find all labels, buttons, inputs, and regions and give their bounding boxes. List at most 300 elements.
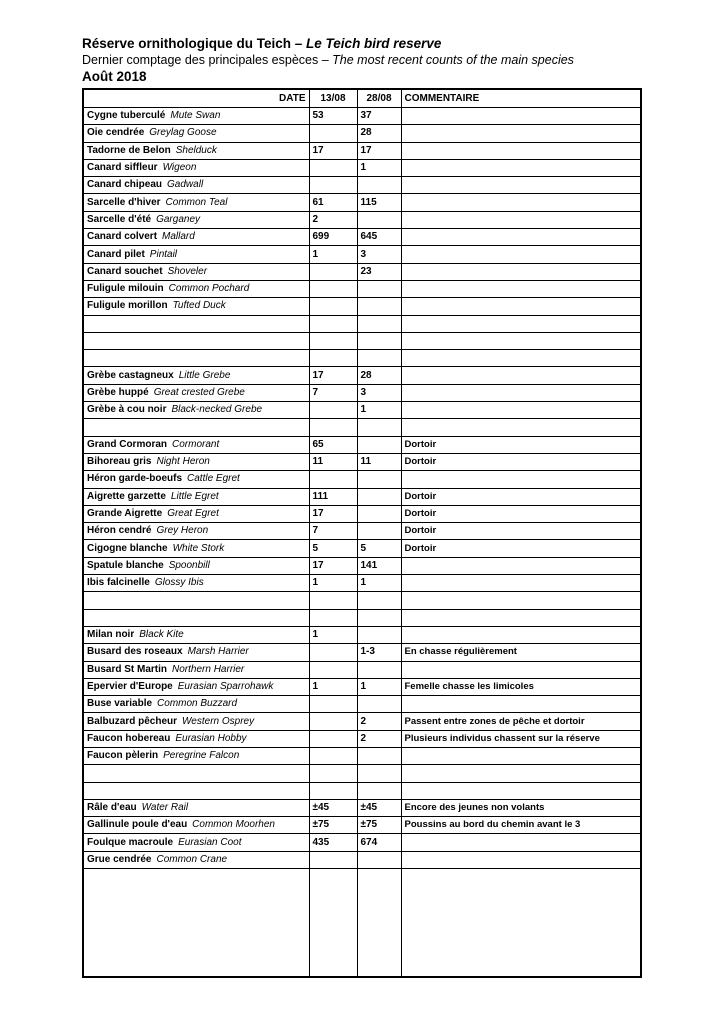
species-english-name: Garganey: [156, 213, 201, 225]
table-row: [83, 402, 641, 419]
count-date-1: 1: [309, 678, 357, 695]
count-date-2: 115: [357, 194, 401, 211]
count-date-1: [309, 782, 357, 799]
species-english-name: Eurasian Coot: [178, 836, 242, 848]
species-french-name: Buse variable: [87, 698, 153, 710]
count-date-2: 23: [357, 263, 401, 280]
header-date: DATE: [83, 89, 309, 108]
species-english-name: Common Teal: [165, 196, 228, 208]
species-english-name: Glossy Ibis: [154, 577, 204, 589]
count-date-1: [309, 350, 357, 367]
count-date-1: [309, 713, 357, 730]
species-cell: [83, 384, 309, 401]
count-date-2: [357, 211, 401, 228]
count-date-2: [357, 523, 401, 540]
comment-cell: [401, 402, 641, 419]
species-cell: [83, 488, 309, 505]
species-cell: [83, 280, 309, 297]
table-row: [83, 332, 641, 349]
table-row: [83, 471, 641, 488]
table-row: [83, 540, 641, 557]
species-english-name: Spoonbill: [168, 559, 210, 571]
comment-cell: [401, 609, 641, 626]
species-french-name: Grèbe à cou noir: [87, 404, 167, 416]
table-row: [83, 626, 641, 643]
count-date-2: ±45: [357, 799, 401, 816]
species-cell: [83, 419, 309, 436]
species-english-name: Common Pochard: [168, 283, 250, 295]
species-english-name: Northern Harrier: [172, 663, 245, 675]
count-date-1: 1: [309, 246, 357, 263]
table-row: [83, 488, 641, 505]
table-row: [83, 263, 641, 280]
species-english-name: Greylag Goose: [149, 127, 217, 139]
table-row: [83, 436, 641, 453]
count-date-1: [309, 851, 357, 868]
species-french-name: Grande Aigrette: [87, 507, 163, 519]
comment-cell: [401, 332, 641, 349]
count-date-2: 1: [357, 159, 401, 176]
count-date-1: 7: [309, 523, 357, 540]
count-date-1: [309, 298, 357, 315]
comment-cell: [401, 246, 641, 263]
count-date-1: [309, 419, 357, 436]
comment-cell: [401, 851, 641, 868]
table-row: [83, 782, 641, 799]
count-date-2: [357, 765, 401, 782]
blank-cell: [401, 869, 641, 978]
species-english-name: Peregrine Falcon: [163, 750, 240, 762]
species-english-name: Common Crane: [156, 853, 228, 865]
comment-cell: [401, 159, 641, 176]
blank-filler-row: [83, 869, 641, 978]
comment-cell: Dortoir: [401, 523, 641, 540]
species-cell: [83, 246, 309, 263]
species-cell: [83, 453, 309, 470]
count-date-1: ±75: [309, 817, 357, 834]
species-french-name: Canard chipeau: [87, 179, 163, 191]
count-date-2: 37: [357, 108, 401, 125]
species-french-name: Râle d'eau: [87, 802, 137, 814]
count-date-2: [357, 696, 401, 713]
species-french-name: Tadorne de Belon: [87, 144, 171, 156]
table-row: [83, 557, 641, 574]
count-date-2: [357, 315, 401, 332]
comment-cell: En chasse régulièrement: [401, 644, 641, 661]
species-english-name: Black-necked Grebe: [171, 404, 263, 416]
count-date-2: [357, 609, 401, 626]
count-date-2: 2: [357, 713, 401, 730]
blank-cell: [309, 869, 357, 978]
table-row: [83, 159, 641, 176]
count-date-1: [309, 159, 357, 176]
comment-cell: [401, 592, 641, 609]
header-comment: COMMENTAIRE: [401, 89, 641, 108]
count-date-1: 7: [309, 384, 357, 401]
count-date-1: [309, 315, 357, 332]
count-date-2: ±75: [357, 817, 401, 834]
count-date-1: 2: [309, 211, 357, 228]
species-cell: [83, 765, 309, 782]
count-date-2: [357, 419, 401, 436]
count-date-2: [357, 626, 401, 643]
species-french-name: Héron garde-boeufs: [87, 473, 183, 485]
count-date-1: 5: [309, 540, 357, 557]
count-date-1: [309, 696, 357, 713]
species-english-name: Great crested Grebe: [153, 386, 245, 398]
count-date-2: [357, 177, 401, 194]
table-row: [83, 211, 641, 228]
table-row: [83, 246, 641, 263]
species-english-name: Wigeon: [162, 162, 197, 174]
species-french-name: Faucon pèlerin: [87, 750, 159, 762]
species-cell: [83, 661, 309, 678]
table-row: [83, 747, 641, 764]
comment-cell: [401, 471, 641, 488]
count-date-1: 11: [309, 453, 357, 470]
count-date-1: [309, 402, 357, 419]
table-row: [83, 108, 641, 125]
species-cell: [83, 575, 309, 592]
comment-cell: [401, 661, 641, 678]
species-cell: [83, 678, 309, 695]
comment-cell: [401, 367, 641, 384]
species-english-name: Shoveler: [167, 265, 208, 277]
species-cell: [83, 747, 309, 764]
count-date-2: 141: [357, 557, 401, 574]
species-french-name: Busard des roseaux: [87, 646, 183, 658]
table-row: [83, 834, 641, 851]
comment-cell: [401, 834, 641, 851]
species-cell: [83, 505, 309, 522]
comment-cell: Dortoir: [401, 505, 641, 522]
comment-cell: [401, 263, 641, 280]
count-date-1: [309, 592, 357, 609]
count-date-1: 1: [309, 626, 357, 643]
species-english-name: Night Heron: [156, 456, 210, 468]
table-row: [83, 765, 641, 782]
species-english-name: Western Osprey: [182, 715, 255, 727]
count-date-1: ±45: [309, 799, 357, 816]
count-date-2: [357, 280, 401, 297]
table-row: [83, 799, 641, 816]
table-row: [83, 575, 641, 592]
species-cell: [83, 108, 309, 125]
comment-cell: Femelle chasse les limicoles: [401, 678, 641, 695]
count-date-2: 28: [357, 367, 401, 384]
count-date-2: 17: [357, 142, 401, 159]
table-body: [83, 108, 641, 978]
count-date-1: 435: [309, 834, 357, 851]
comment-cell: [401, 384, 641, 401]
comment-cell: [401, 142, 641, 159]
table-row: [83, 298, 641, 315]
comment-cell: [401, 696, 641, 713]
species-cell: [83, 834, 309, 851]
comment-cell: Dortoir: [401, 488, 641, 505]
species-french-name: Sarcelle d'été: [87, 213, 152, 225]
title-french: Réserve ornithologique du Teich –: [82, 36, 307, 51]
table-row: [83, 644, 641, 661]
species-french-name: Aigrette garzette: [87, 490, 166, 502]
count-date-1: [309, 747, 357, 764]
count-date-2: 645: [357, 229, 401, 246]
count-date-2: 1: [357, 402, 401, 419]
species-english-name: Eurasian Hobby: [175, 732, 247, 744]
species-french-name: Grèbe huppé: [87, 386, 149, 398]
count-date-1: 17: [309, 505, 357, 522]
table-row: [83, 523, 641, 540]
species-cell: [83, 471, 309, 488]
table-row: [83, 384, 641, 401]
species-count-table: [82, 88, 642, 978]
species-cell: [83, 125, 309, 142]
species-cell: [83, 194, 309, 211]
count-date-2: [357, 488, 401, 505]
comment-cell: Dortoir: [401, 540, 641, 557]
species-cell: [83, 817, 309, 834]
comment-cell: Dortoir: [401, 453, 641, 470]
count-date-1: [309, 471, 357, 488]
comment-cell: [401, 557, 641, 574]
table-row: [83, 419, 641, 436]
comment-cell: [401, 298, 641, 315]
comment-cell: [401, 315, 641, 332]
species-english-name: Pintail: [149, 248, 178, 260]
count-date-2: 11: [357, 453, 401, 470]
count-date-2: [357, 505, 401, 522]
table-row: [83, 713, 641, 730]
species-english-name: Tufted Duck: [172, 300, 226, 312]
species-cell: [83, 402, 309, 419]
comment-cell: [401, 350, 641, 367]
count-date-1: [309, 730, 357, 747]
count-date-2: 1-3: [357, 644, 401, 661]
species-cell: [83, 142, 309, 159]
table-row: [83, 177, 641, 194]
report-month: Août 2018: [82, 69, 147, 84]
count-date-2: 1: [357, 575, 401, 592]
comment-cell: [401, 765, 641, 782]
comment-cell: [401, 108, 641, 125]
table-row: [83, 229, 641, 246]
count-date-1: [309, 765, 357, 782]
species-cell: [83, 782, 309, 799]
species-english-name: Grey Heron: [156, 525, 209, 537]
table-row: [83, 592, 641, 609]
species-cell: [83, 609, 309, 626]
table-row: [83, 453, 641, 470]
species-cell: [83, 211, 309, 228]
species-french-name: Epervier d'Europe: [87, 680, 173, 692]
count-date-1: [309, 263, 357, 280]
species-french-name: Grèbe castagneux: [87, 369, 174, 381]
table-header-row: [83, 89, 641, 108]
document-subtitle: [82, 53, 682, 67]
count-date-1: [309, 644, 357, 661]
table-row: [83, 696, 641, 713]
comment-cell: [401, 575, 641, 592]
species-french-name: Busard St Martin: [87, 663, 168, 675]
species-cell: [83, 799, 309, 816]
species-cell: [83, 315, 309, 332]
count-date-2: 28: [357, 125, 401, 142]
table-row: [83, 280, 641, 297]
species-cell: [83, 436, 309, 453]
comment-cell: [401, 125, 641, 142]
species-cell: [83, 557, 309, 574]
count-date-1: 111: [309, 488, 357, 505]
count-date-1: [309, 125, 357, 142]
species-french-name: Ibis falcinelle: [87, 577, 150, 589]
comment-cell: Plusieurs individus chassent sur la réserve: [401, 730, 641, 747]
count-date-2: 3: [357, 246, 401, 263]
comment-cell: [401, 280, 641, 297]
table-row: [83, 367, 641, 384]
count-date-1: 17: [309, 557, 357, 574]
species-english-name: Black Kite: [139, 629, 184, 641]
header-date-2: 28/08: [357, 89, 401, 108]
species-cell: [83, 177, 309, 194]
comment-cell: [401, 194, 641, 211]
table-row: [83, 142, 641, 159]
count-date-2: [357, 471, 401, 488]
species-english-name: Gadwall: [167, 179, 204, 191]
species-cell: [83, 540, 309, 557]
table-row: [83, 315, 641, 332]
species-cell: [83, 350, 309, 367]
species-cell: [83, 159, 309, 176]
species-french-name: Foulque macroule: [87, 836, 174, 848]
count-date-2: [357, 747, 401, 764]
species-french-name: Fuligule milouin: [87, 283, 164, 295]
count-date-1: 17: [309, 142, 357, 159]
species-english-name: Cormorant: [172, 438, 220, 450]
table-row: [83, 817, 641, 834]
title-english: Le Teich bird reserve: [306, 36, 442, 51]
count-date-2: 674: [357, 834, 401, 851]
species-english-name: Little Grebe: [178, 369, 231, 381]
count-date-1: 53: [309, 108, 357, 125]
species-english-name: Mallard: [162, 231, 195, 243]
species-english-name: Great Egret: [167, 507, 219, 519]
species-cell: [83, 730, 309, 747]
species-english-name: White Stork: [172, 542, 225, 554]
count-date-2: 2: [357, 730, 401, 747]
species-english-name: Cattle Egret: [187, 473, 240, 485]
count-date-1: 61: [309, 194, 357, 211]
count-date-2: [357, 592, 401, 609]
count-date-2: [357, 851, 401, 868]
subtitle-english: The most recent counts of the main species: [332, 53, 574, 67]
species-french-name: Canard colvert: [87, 231, 158, 243]
species-english-name: Mute Swan: [170, 110, 221, 122]
count-date-2: [357, 436, 401, 453]
species-french-name: Milan noir: [87, 629, 135, 641]
species-french-name: Canard pilet: [87, 248, 145, 260]
species-cell: [83, 263, 309, 280]
species-french-name: Sarcelle d'hiver: [87, 196, 161, 208]
count-date-1: [309, 609, 357, 626]
comment-cell: [401, 211, 641, 228]
species-french-name: Cygne tuberculé: [87, 110, 166, 122]
species-french-name: Héron cendré: [87, 525, 152, 537]
subtitle-french: Dernier comptage des principales espèces –: [82, 53, 333, 67]
comment-cell: Poussins au bord du chemin avant le 3: [401, 817, 641, 834]
blank-cell: [357, 869, 401, 978]
species-english-name: Eurasian Sparrohawk: [177, 680, 274, 692]
species-english-name: Common Moorhen: [192, 819, 275, 831]
species-french-name: Grand Cormoran: [87, 438, 168, 450]
count-date-1: [309, 661, 357, 678]
table-row: [83, 350, 641, 367]
species-cell: [83, 644, 309, 661]
count-date-1: [309, 280, 357, 297]
species-english-name: Little Egret: [170, 490, 219, 502]
species-french-name: Cigogne blanche: [87, 542, 168, 554]
species-cell: [83, 851, 309, 868]
header-date-1: 13/08: [309, 89, 357, 108]
species-french-name: Oie cendrée: [87, 127, 145, 139]
species-french-name: Spatule blanche: [87, 559, 164, 571]
species-french-name: Bihoreau gris: [87, 456, 152, 468]
species-french-name: Balbuzard pêcheur: [87, 715, 178, 727]
species-cell: [83, 523, 309, 540]
comment-cell: [401, 419, 641, 436]
species-cell: [83, 696, 309, 713]
table-row: [83, 851, 641, 868]
document-title: [82, 36, 682, 51]
table-row: [83, 730, 641, 747]
comment-cell: [401, 177, 641, 194]
comment-cell: [401, 626, 641, 643]
species-cell: [83, 713, 309, 730]
count-date-2: 5: [357, 540, 401, 557]
species-cell: [83, 367, 309, 384]
count-date-1: 1: [309, 575, 357, 592]
count-date-2: [357, 298, 401, 315]
table-row: [83, 661, 641, 678]
count-date-2: [357, 332, 401, 349]
species-english-name: Water Rail: [141, 802, 189, 814]
species-french-name: Faucon hobereau: [87, 732, 171, 744]
table-row: [83, 678, 641, 695]
count-date-1: [309, 177, 357, 194]
count-date-1: [309, 332, 357, 349]
species-french-name: Canard souchet: [87, 265, 163, 277]
count-date-2: [357, 661, 401, 678]
count-date-1: 65: [309, 436, 357, 453]
species-cell: [83, 592, 309, 609]
table-row: [83, 505, 641, 522]
table-row: [83, 609, 641, 626]
comment-cell: [401, 229, 641, 246]
species-cell: [83, 626, 309, 643]
species-cell: [83, 332, 309, 349]
species-french-name: Canard siffleur: [87, 162, 158, 174]
comment-cell: [401, 747, 641, 764]
count-date-1: 17: [309, 367, 357, 384]
count-date-2: [357, 782, 401, 799]
species-french-name: Grue cendrée: [87, 853, 152, 865]
comment-cell: Encore des jeunes non volants: [401, 799, 641, 816]
species-english-name: Marsh Harrier: [187, 646, 249, 658]
species-cell: [83, 298, 309, 315]
species-english-name: Common Buzzard: [157, 698, 238, 710]
count-date-1: 699: [309, 229, 357, 246]
species-french-name: Gallinule poule d'eau: [87, 819, 188, 831]
species-cell: [83, 229, 309, 246]
